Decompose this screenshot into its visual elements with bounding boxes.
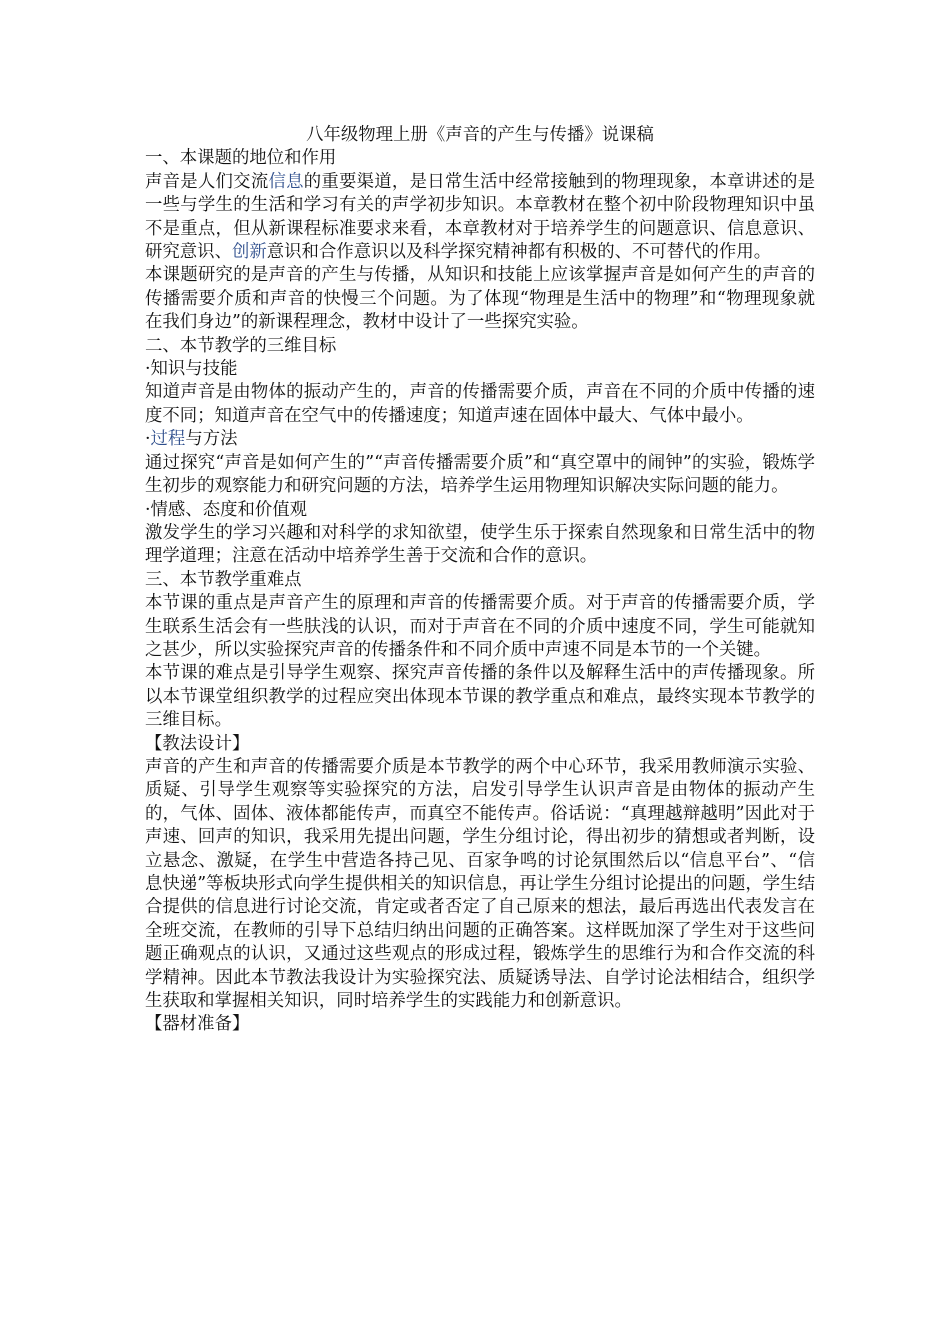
paragraph-role-intro [145,171,815,265]
paragraph-teaching-method: 声音的产生和声音的传播需要介质是本节教学的两个中心环节，我采用教师演示实验、质疑、引导学生观察等实验探究的方法，启发引导学生认识声音是由物体的振动产生的，气体、固体、液体都能传声，而真空不能传声。俗话说：“真理越辩越明”因此对于声速、回声的知识，我采用先提出问题，学生分组讨论，得出初步的猜想或者判断，设立悬念、激疑，在学生中营造各持己见、百家争鸣的讨论氛围然后以“信息平台”、“信息快递”等板块形式向学生提供相关的知识信息，再让学生分组讨论提出的问题，学生结合提供的信息进行讨论交流，肯定或者否定了自己原来的想法，最后再选出代表发言在全班交流，在教师的引导下总结归纳出问题的正确答案。这样既加深了学生对于这些问题正确观点的认识，又通过这些观点的形成过程，锻炼学生的思维行为和合作交流的科学精神。因此本节教法我设计为实验探究法、质疑诱导法、自学讨论法相结合，组织学生获取和掌握相关知识，同时培养学生的实践能力和创新意识。 [145,756,815,1012]
subheading-attitude-values: ·情感、态度和价值观 [145,499,308,520]
subheading-process-methods [145,428,815,451]
paragraph-difficulties: 本节课的难点是引导学生观察、探究声音传播的条件以及解释生活中的声传播现象。所以本节课堂组织教学的过程应突出体现本节课的教学重点和难点，最终实现本节教学的三维目标。 [145,663,815,731]
link-information[interactable]: 信息 [268,171,304,192]
paragraph-text: 声音是人们交流 [145,171,269,192]
bullet-prefix: · [145,429,151,450]
paragraph-knowledge-skills: 知道声音是由物体的振动产生的，声音的传播需要介质，声音在不同的介质中传播的速度不同；知道声音在空气中的传播速度；知道声速在固体中最大、气体中最小。 [145,382,815,426]
document-title: 八年级物理上册《声音的产生与传播》说课稿 [306,125,654,145]
paragraph-attitude-values: 激发学生的学习兴趣和对科学的求知欲望，使学生乐于探索自然现象和日常生活中的物理学道理；注意在活动中培养学生善于交流和合作的意识。 [145,522,815,567]
section-heading-role: 一、本课题的地位和作用 [145,148,337,169]
document-page [145,124,815,1037]
paragraph-process-methods: 通过探究“声音是如何产生的”“声音传播需要介质”和“真空罩中的闹钟”的实验，锻炼学生初步的观察能力和研究问题的方法，培养学生运用物理知识解决实际问题的能力。 [145,452,815,497]
subheading-knowledge-skills: ·知识与技能 [145,359,238,380]
link-innovation[interactable]: 创新 [231,242,267,263]
paragraph-key-points: 本节课的重点是声音产生的原理和声音的传播需要介质。对于声音的传播需要介质，学生联系生活会有一些肤浅的认识，而对于声音在不同的介质中速度不同，学生可能就知之甚少，所以实验探究声音的传播条件和不同介质中声速不同是本节的一个关键。 [145,593,815,660]
subheading-suffix: 与方法 [185,429,238,450]
paragraph-text: 的重要渠道，是日常生活中经常接触到的物理现象，本章讲述的是一些与学生的生活和学习有关的声学初步知识。本章教材在整个初中阶段物理知识中虽不是重点，但从新课程标准要求来看，本章教材对于培养学生的问题意识、信息意识、研究意识、 [145,171,815,263]
link-process[interactable]: 过程 [150,429,186,450]
section-heading-key-points: 三、本节教学重难点 [145,569,302,590]
section-heading-teaching-method: 【教法设计】 [145,733,250,754]
paragraph-topic-scope: 本课题研究的是声音的产生与传播，从知识和技能上应该掌握声音是如何产生的声音的传播需要介质和声音的快慢三个问题。为了体现“物理是生活中的物理”和“物理现象就在我们身边”的新课程理念，教材中设计了一些探究实验。 [145,265,815,333]
section-heading-equipment: 【器材准备】 [145,1014,250,1035]
section-heading-objectives: 二、本节教学的三维目标 [145,335,337,356]
paragraph-text: 意识和合作意识以及科学探究精神都有积极的、不可替代的作用。 [266,242,772,263]
